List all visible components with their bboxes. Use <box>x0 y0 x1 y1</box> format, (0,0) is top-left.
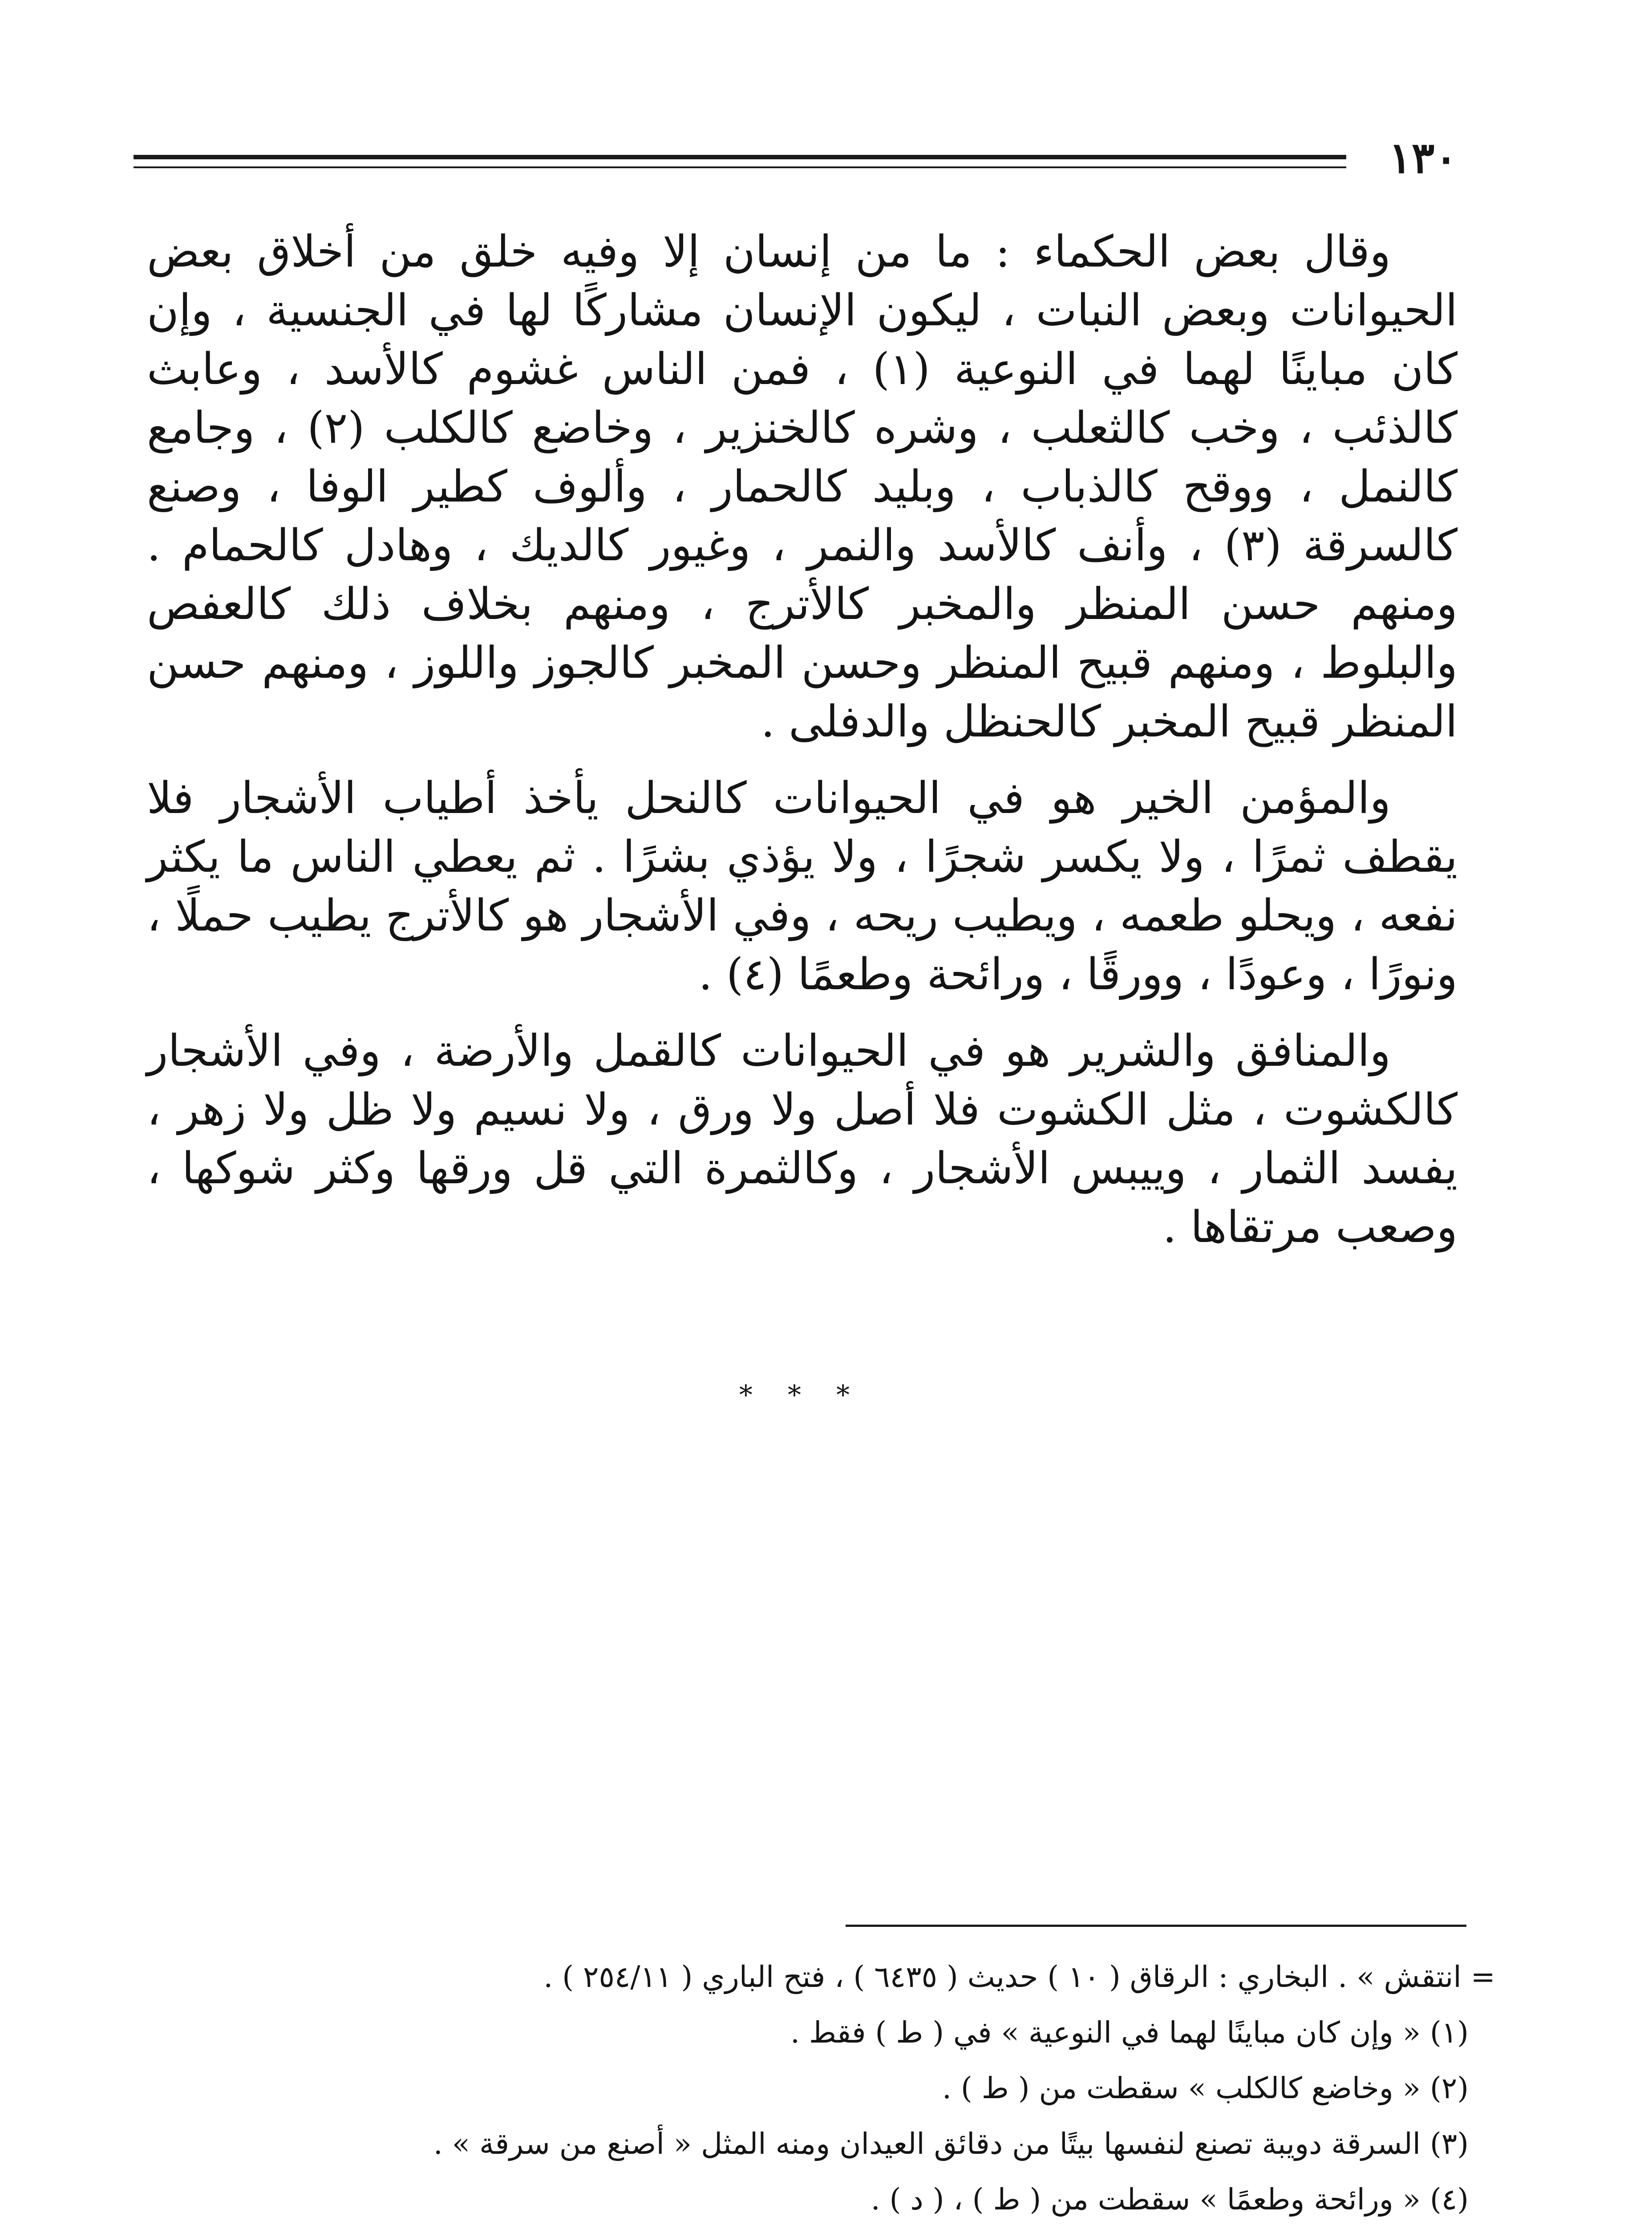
footnote-1: (١) « وإن كان مباينًا لهما في النوعية » في ( ط ) فقط . <box>790 2015 1469 2050</box>
main-text <box>147 222 1458 1274</box>
section-break: * * * <box>739 1380 863 1411</box>
paragraph-wisdom: وقال بعض الحكماء : ما من إنسان إلا وفيه خلق من أخلاق بعض الحيوانات وبعض النبات ، ليكون الإنسان مشاركًا لها في الجنسية ، وإن كان مباينًا لهما في النوعية (١) ، فمن الناس غشوم كالأسد ، وعابث كالذئب ، وخب كالثعلب ، وشره كالخنزير ، وخاضع كالكلب (٢) ، وجامع كالنمل ، ووقح كالذباب ، وبليد كالحمار ، وألوف كطير الوفا ، وصنع كالسرقة (٣) ، وأنف كالأسد والنمر ، وغيور كالديك ، وهادل كالحمام . ومنهم حسن المنظر والمخبر كالأترج ، ومنهم بخلاف ذلك كالعفص والبلوط ، ومنهم قبيح المنظر وحسن المخبر كالجوز واللوز ، ومنهم حسن المنظر قبيح المخبر كالحنظل والدفلى . <box>147 227 1458 747</box>
paragraph-hypocrite: والمنافق والشرير هو في الحيوانات كالقمل والأرضة ، وفي الأشجار كالكشوت ، مثل الكشوت فلا أصل ولا ورق ، ولا نسيم ولا ظل ولا زهر ، يفسد الثمار ، وييبس الأشجار ، وكالثمرة التي قل ورقها وكثر شوكها ، وصعب مرتقاها . <box>147 1026 1458 1253</box>
footnotes <box>312 1949 1495 2225</box>
header-rule-thin <box>134 166 1346 168</box>
footnote-continuation: = انتقش » . البخاري : الرقاق ( ١٠ ) حديث ( ٦٤٣٥ ) ، فتح الباري ( ٢٥٤/١١ ) . <box>543 1960 1495 1994</box>
paragraph-believer: والمؤمن الخير هو في الحيوانات كالنحل يأخذ أطياب الأشجار فلا يقطف ثمرًا ، ولا يكسر شجرًا ، ولا يؤذي بشرًا . ثم يعطي الناس ما يكثر نفعه ، ويحلو طعمه ، ويطيب ريحه ، وفي الأشجار هو كالأترج يطيب حملًا ، ونورًا ، وعودًا ، وورقًا ، ورائحة وطعمًا (٤) . <box>147 773 1458 1000</box>
footnote-4: (٤) « ورائحة وطعمًا » سقطت من ( ط ) ، ( د ) . <box>871 2182 1469 2217</box>
page-number: ١٣٠ <box>1389 133 1458 183</box>
footnote-3: (٣) السرقة دويبة تصنع لنفسها بيتًا من دقائق العيدان ومنه المثل « أصنع من سرقة » . <box>433 2127 1469 2161</box>
header-rule-thick <box>134 155 1346 159</box>
page-header <box>134 134 1458 187</box>
footnote-separator <box>846 1925 1466 1927</box>
footnote-2: (٢) « وخاضع كالكلب » سقطت من ( ط ) . <box>942 2071 1469 2105</box>
